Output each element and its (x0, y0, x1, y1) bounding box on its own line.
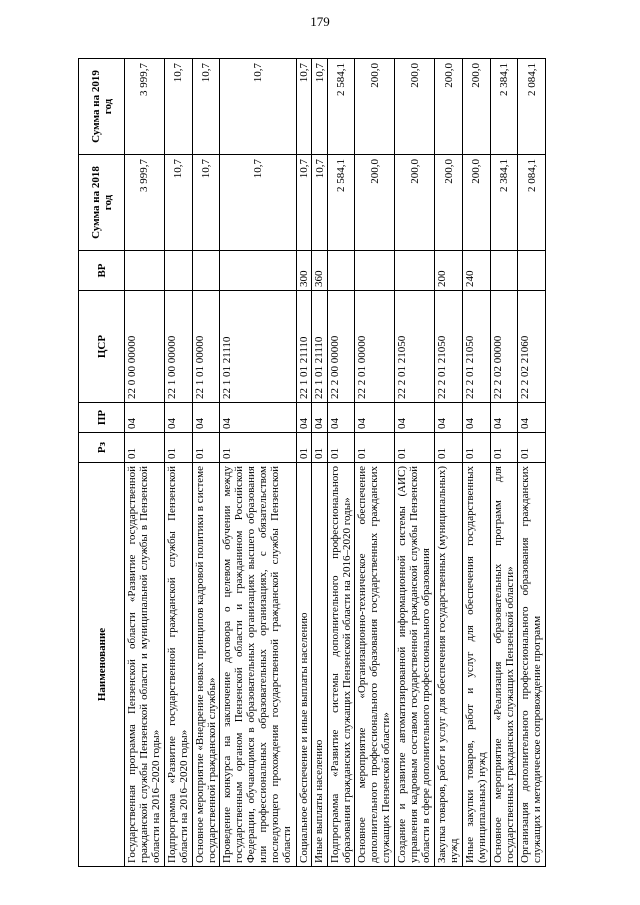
cell-name: Основное мероприятие «Внедрение новых принципов кадровой политики в системе государственной гражданской службы» (192, 463, 220, 867)
header-csr: ЦСР (79, 291, 125, 403)
table-row (490, 59, 518, 867)
cell-csr: 22 2 01 00000 (355, 291, 395, 403)
cell-pr: 04 (490, 403, 518, 433)
table-row (462, 59, 490, 867)
cell-sum-2018: 10,7 (192, 155, 220, 251)
table-row (164, 59, 192, 867)
cell-rz: 01 (490, 433, 518, 463)
cell-pr: 04 (462, 403, 490, 433)
cell-pr: 04 (164, 403, 192, 433)
cell-csr: 22 1 01 00000 (192, 291, 220, 403)
cell-sum-2018: 3 999,7 (125, 155, 165, 251)
cell-rz: 01 (327, 433, 355, 463)
cell-rz: 01 (518, 433, 546, 463)
cell-vr (192, 251, 220, 291)
header-rz: Рз (79, 433, 125, 463)
cell-sum-2018: 200,0 (355, 155, 395, 251)
table-row (395, 59, 435, 867)
table-row (355, 59, 395, 867)
cell-sum-2019: 2 584,1 (327, 59, 355, 155)
cell-sum-2018: 2 084,1 (518, 155, 546, 251)
cell-sum-2018: 200,0 (462, 155, 490, 251)
table-row (220, 59, 297, 867)
cell-vr: 240 (462, 251, 490, 291)
cell-name: Государственная программа Пензенской области «Развитие государственной гражданской службы Пензенской области и муниципальной службы в Пензенской области на 2016–2020 годы» (125, 463, 165, 867)
cell-vr (125, 251, 165, 291)
cell-sum-2019: 2 084,1 (518, 59, 546, 155)
cell-pr: 04 (125, 403, 165, 433)
header-pr: ПР (79, 403, 125, 433)
cell-vr: 300 (297, 251, 312, 291)
header-row (79, 59, 125, 867)
table-row (327, 59, 355, 867)
cell-pr: 04 (312, 403, 327, 433)
cell-name: Основное мероприятие «Организационно-техническое обеспечение дополнительного профессионального образования государственных гражданских служащих Пензенской области» (355, 463, 395, 867)
cell-rz: 01 (125, 433, 165, 463)
cell-vr: 360 (312, 251, 327, 291)
cell-csr: 22 2 01 21050 (395, 291, 435, 403)
cell-name: Основное мероприятие «Реализация образовательных программ для государственных гражданских служащих Пензенской области» (490, 463, 518, 867)
cell-csr: 22 2 02 21060 (518, 291, 546, 403)
cell-csr: 22 1 00 00000 (164, 291, 192, 403)
cell-sum-2019: 200,0 (355, 59, 395, 155)
cell-rz: 01 (297, 433, 312, 463)
cell-vr (327, 251, 355, 291)
cell-rz: 01 (192, 433, 220, 463)
cell-sum-2019: 10,7 (312, 59, 327, 155)
header-sum-2019: Сумма на 2019 год (79, 59, 125, 155)
cell-sum-2019: 200,0 (395, 59, 435, 155)
cell-pr: 04 (327, 403, 355, 433)
table-row (192, 59, 220, 867)
cell-vr (220, 251, 297, 291)
cell-csr: 22 1 01 21110 (220, 291, 297, 403)
cell-vr (355, 251, 395, 291)
cell-sum-2018: 200,0 (435, 155, 463, 251)
cell-name: Социальное обеспечение и иные выплаты населению (297, 463, 312, 867)
cell-sum-2018: 2 384,1 (490, 155, 518, 251)
cell-csr: 22 0 00 00000 (125, 291, 165, 403)
cell-name: Закупка товаров, работ и услуг для обеспечения государственных (муниципальных) нужд (435, 463, 463, 867)
cell-csr: 22 2 01 21050 (462, 291, 490, 403)
cell-name: Организация дополнительного профессионального образования гражданских служащих и методическое сопровождение программ (518, 463, 546, 867)
cell-sum-2019: 10,7 (192, 59, 220, 155)
cell-sum-2019: 10,7 (220, 59, 297, 155)
cell-pr: 04 (518, 403, 546, 433)
cell-name: Иные выплаты населению (312, 463, 327, 867)
cell-rz: 01 (435, 433, 463, 463)
cell-pr: 04 (435, 403, 463, 433)
cell-pr: 04 (220, 403, 297, 433)
cell-vr (518, 251, 546, 291)
cell-sum-2019: 10,7 (164, 59, 192, 155)
cell-rz: 01 (355, 433, 395, 463)
table-row (518, 59, 546, 867)
table-row (297, 59, 312, 867)
cell-name: Иные закупки товаров, работ и услуг для обеспечения государственных (муниципальных) нужд (462, 463, 490, 867)
cell-pr: 04 (395, 403, 435, 433)
table-row (435, 59, 463, 867)
cell-sum-2018: 2 584,1 (327, 155, 355, 251)
cell-name: Подпрограмма «Развитие системы дополнительного профессионального образования гражданских служащих Пензенской области на 2016–2020 годы» (327, 463, 355, 867)
cell-vr: 200 (435, 251, 463, 291)
cell-sum-2018: 10,7 (297, 155, 312, 251)
cell-sum-2018: 10,7 (164, 155, 192, 251)
header-sum-2018: Сумма на 2018 год (79, 155, 125, 251)
page-number: 179 (310, 14, 330, 29)
cell-sum-2018: 200,0 (395, 155, 435, 251)
cell-sum-2018: 10,7 (312, 155, 327, 251)
table-row (125, 59, 165, 867)
cell-name: Подпрограмма «Развитие государственной гражданской службы Пензенской области на 2016–2020 годы» (164, 463, 192, 867)
cell-vr (395, 251, 435, 291)
cell-pr: 04 (192, 403, 220, 433)
budget-table (78, 58, 546, 867)
header-vr: ВР (79, 251, 125, 291)
cell-csr: 22 1 01 21110 (297, 291, 312, 403)
cell-rz: 01 (220, 433, 297, 463)
cell-rz: 01 (462, 433, 490, 463)
cell-name: Проведение конкурса на заключение договора о целевом обучении между государственным органом Пензенской области и гражданином Российской Федерации, обучающимся в образовательных организациях высшего образования или профессиональных образовательных организациях, с обязательством последующего прохождения государственной гражданской службы Пензенской области (220, 463, 297, 867)
header-name: Наименование (79, 463, 125, 867)
cell-sum-2018: 10,7 (220, 155, 297, 251)
cell-vr (490, 251, 518, 291)
rotated-table-container (78, 59, 546, 867)
cell-vr (164, 251, 192, 291)
cell-csr: 22 2 02 00000 (490, 291, 518, 403)
cell-name: Создание и развитие автоматизированной информационной системы (АИС) управления кадровым составом государственной гражданской службы Пензенской области в сфере дополнительного профессионального образования (395, 463, 435, 867)
cell-sum-2019: 200,0 (435, 59, 463, 155)
cell-sum-2019: 3 999,7 (125, 59, 165, 155)
cell-pr: 04 (297, 403, 312, 433)
cell-rz: 01 (164, 433, 192, 463)
cell-pr: 04 (355, 403, 395, 433)
cell-rz: 01 (395, 433, 435, 463)
cell-csr: 22 1 01 21110 (312, 291, 327, 403)
cell-csr: 22 2 00 00000 (327, 291, 355, 403)
cell-csr: 22 2 01 21050 (435, 291, 463, 403)
cell-sum-2019: 10,7 (297, 59, 312, 155)
cell-sum-2019: 2 384,1 (490, 59, 518, 155)
cell-sum-2019: 200,0 (462, 59, 490, 155)
cell-rz: 01 (312, 433, 327, 463)
table-row (312, 59, 327, 867)
